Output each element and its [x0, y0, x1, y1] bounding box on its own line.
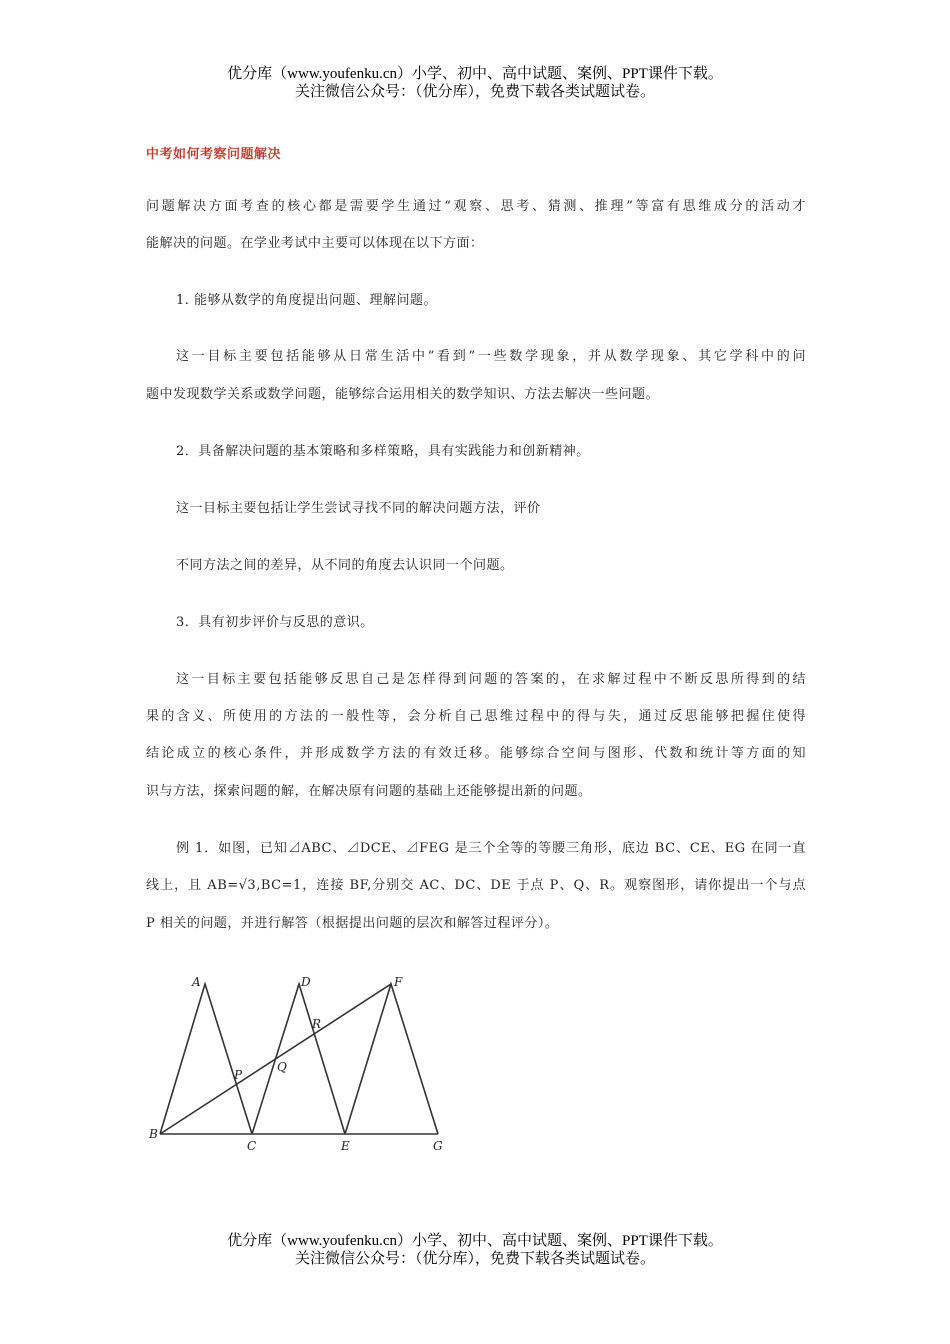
triangle-dce [252, 984, 345, 1134]
label-b: B [149, 1127, 158, 1141]
example-line-2: 线上，且 AB=√3,BC=1，连接 BF,分别交 AC、DC、DE 于点 P、Q、R。观察图形，请你提出一个与点 [146, 878, 806, 893]
segment-bf [160, 984, 391, 1134]
label-c: C [247, 1139, 257, 1153]
label-r: R [312, 1017, 322, 1031]
page-header [0, 65, 950, 101]
label-d: D [301, 975, 311, 989]
item-3-desc-line-3: 结论成立的核心条件，并形成数学方法的有效迁移。能够综合空间与图形、代数和统计等方面的知 [146, 746, 806, 761]
footer-line-2: 关注微信公众号：（优分库），免费下载各类试题试卷。 [294, 1251, 655, 1267]
example-line-1: 例 1．如图，已知⊿ABC、⊿DCE、⊿FEG 是三个全等的等腰三角形，底边 BC、CE、EG 在同一直 [176, 841, 806, 856]
triangle-feg [345, 984, 438, 1134]
label-f: F [394, 975, 403, 989]
label-p: P [234, 1068, 243, 1082]
intro-line-2: 能解决的问题。在学业考试中主要可以体现在以下方面： [146, 236, 484, 251]
footer-line-1: 优分库（www.youfenku.cn）小学、初中、高中试题、案例、PPT课件下载。 [227, 1233, 723, 1249]
item-2-desc-line-1: 这一目标主要包括让学生尝试寻找不同的解决问题方法，评价 [176, 501, 541, 516]
page-footer [0, 1232, 950, 1268]
item-3-desc-line-2: 果的含义、所使用的方法的一般性等，会分析自己思维过程中的得与失，通过反思能够把握住使得 [146, 709, 806, 724]
label-a: A [192, 975, 201, 989]
example-line-3: P 相关的问题，并进行解答（根据提出问题的层次和解答过程评分）。 [146, 916, 559, 931]
item-1-desc-line-1: 这一目标主要包括能够从日常生活中“看到”一些数学现象，并从数学现象、其它学科中的问 [176, 349, 806, 364]
geometry-figure [146, 972, 456, 1162]
item-3-heading: 3．具有初步评价与反思的意识。 [176, 615, 374, 630]
item-1-desc-line-2: 题中发现数学关系或数学问题，能够综合运用相关的数学知识、方法去解决一些问题。 [146, 387, 660, 402]
item-1-heading: 1. 能够从数学的角度提出问题、理解问题。 [176, 293, 438, 308]
header-line-2: 关注微信公众号：（优分库），免费下载各类试题试卷。 [294, 84, 655, 100]
label-e: E [341, 1139, 350, 1153]
item-3-desc-line-1: 这一目标主要包括能够反思自己是怎样得到问题的答案的，在求解过程中不断反思所得到的结 [176, 672, 806, 687]
triangle-abc [160, 984, 252, 1134]
intro-line-1: 问题解决方面考查的核心都是需要学生通过“观察、思考、猜测、推理”等富有思维成分的活动才 [146, 199, 806, 214]
header-line-1: 优分库（www.youfenku.cn）小学、初中、高中试题、案例、PPT课件下载。 [227, 66, 723, 82]
item-3-desc-line-4: 识与方法，探索问题的解，在解决原有问题的基础上还能够提出新的问题。 [146, 784, 592, 799]
item-2-desc-line-2: 不同方法之间的差异，从不同的角度去认识同一个问题。 [176, 558, 514, 573]
label-g: G [433, 1139, 443, 1153]
item-2-heading: 2．具备解决问题的基本策略和多样策略，具有实践能力和创新精神。 [176, 444, 590, 459]
label-q: Q [277, 1060, 287, 1074]
article-title: 中考如何考察问题解决 [146, 147, 282, 162]
